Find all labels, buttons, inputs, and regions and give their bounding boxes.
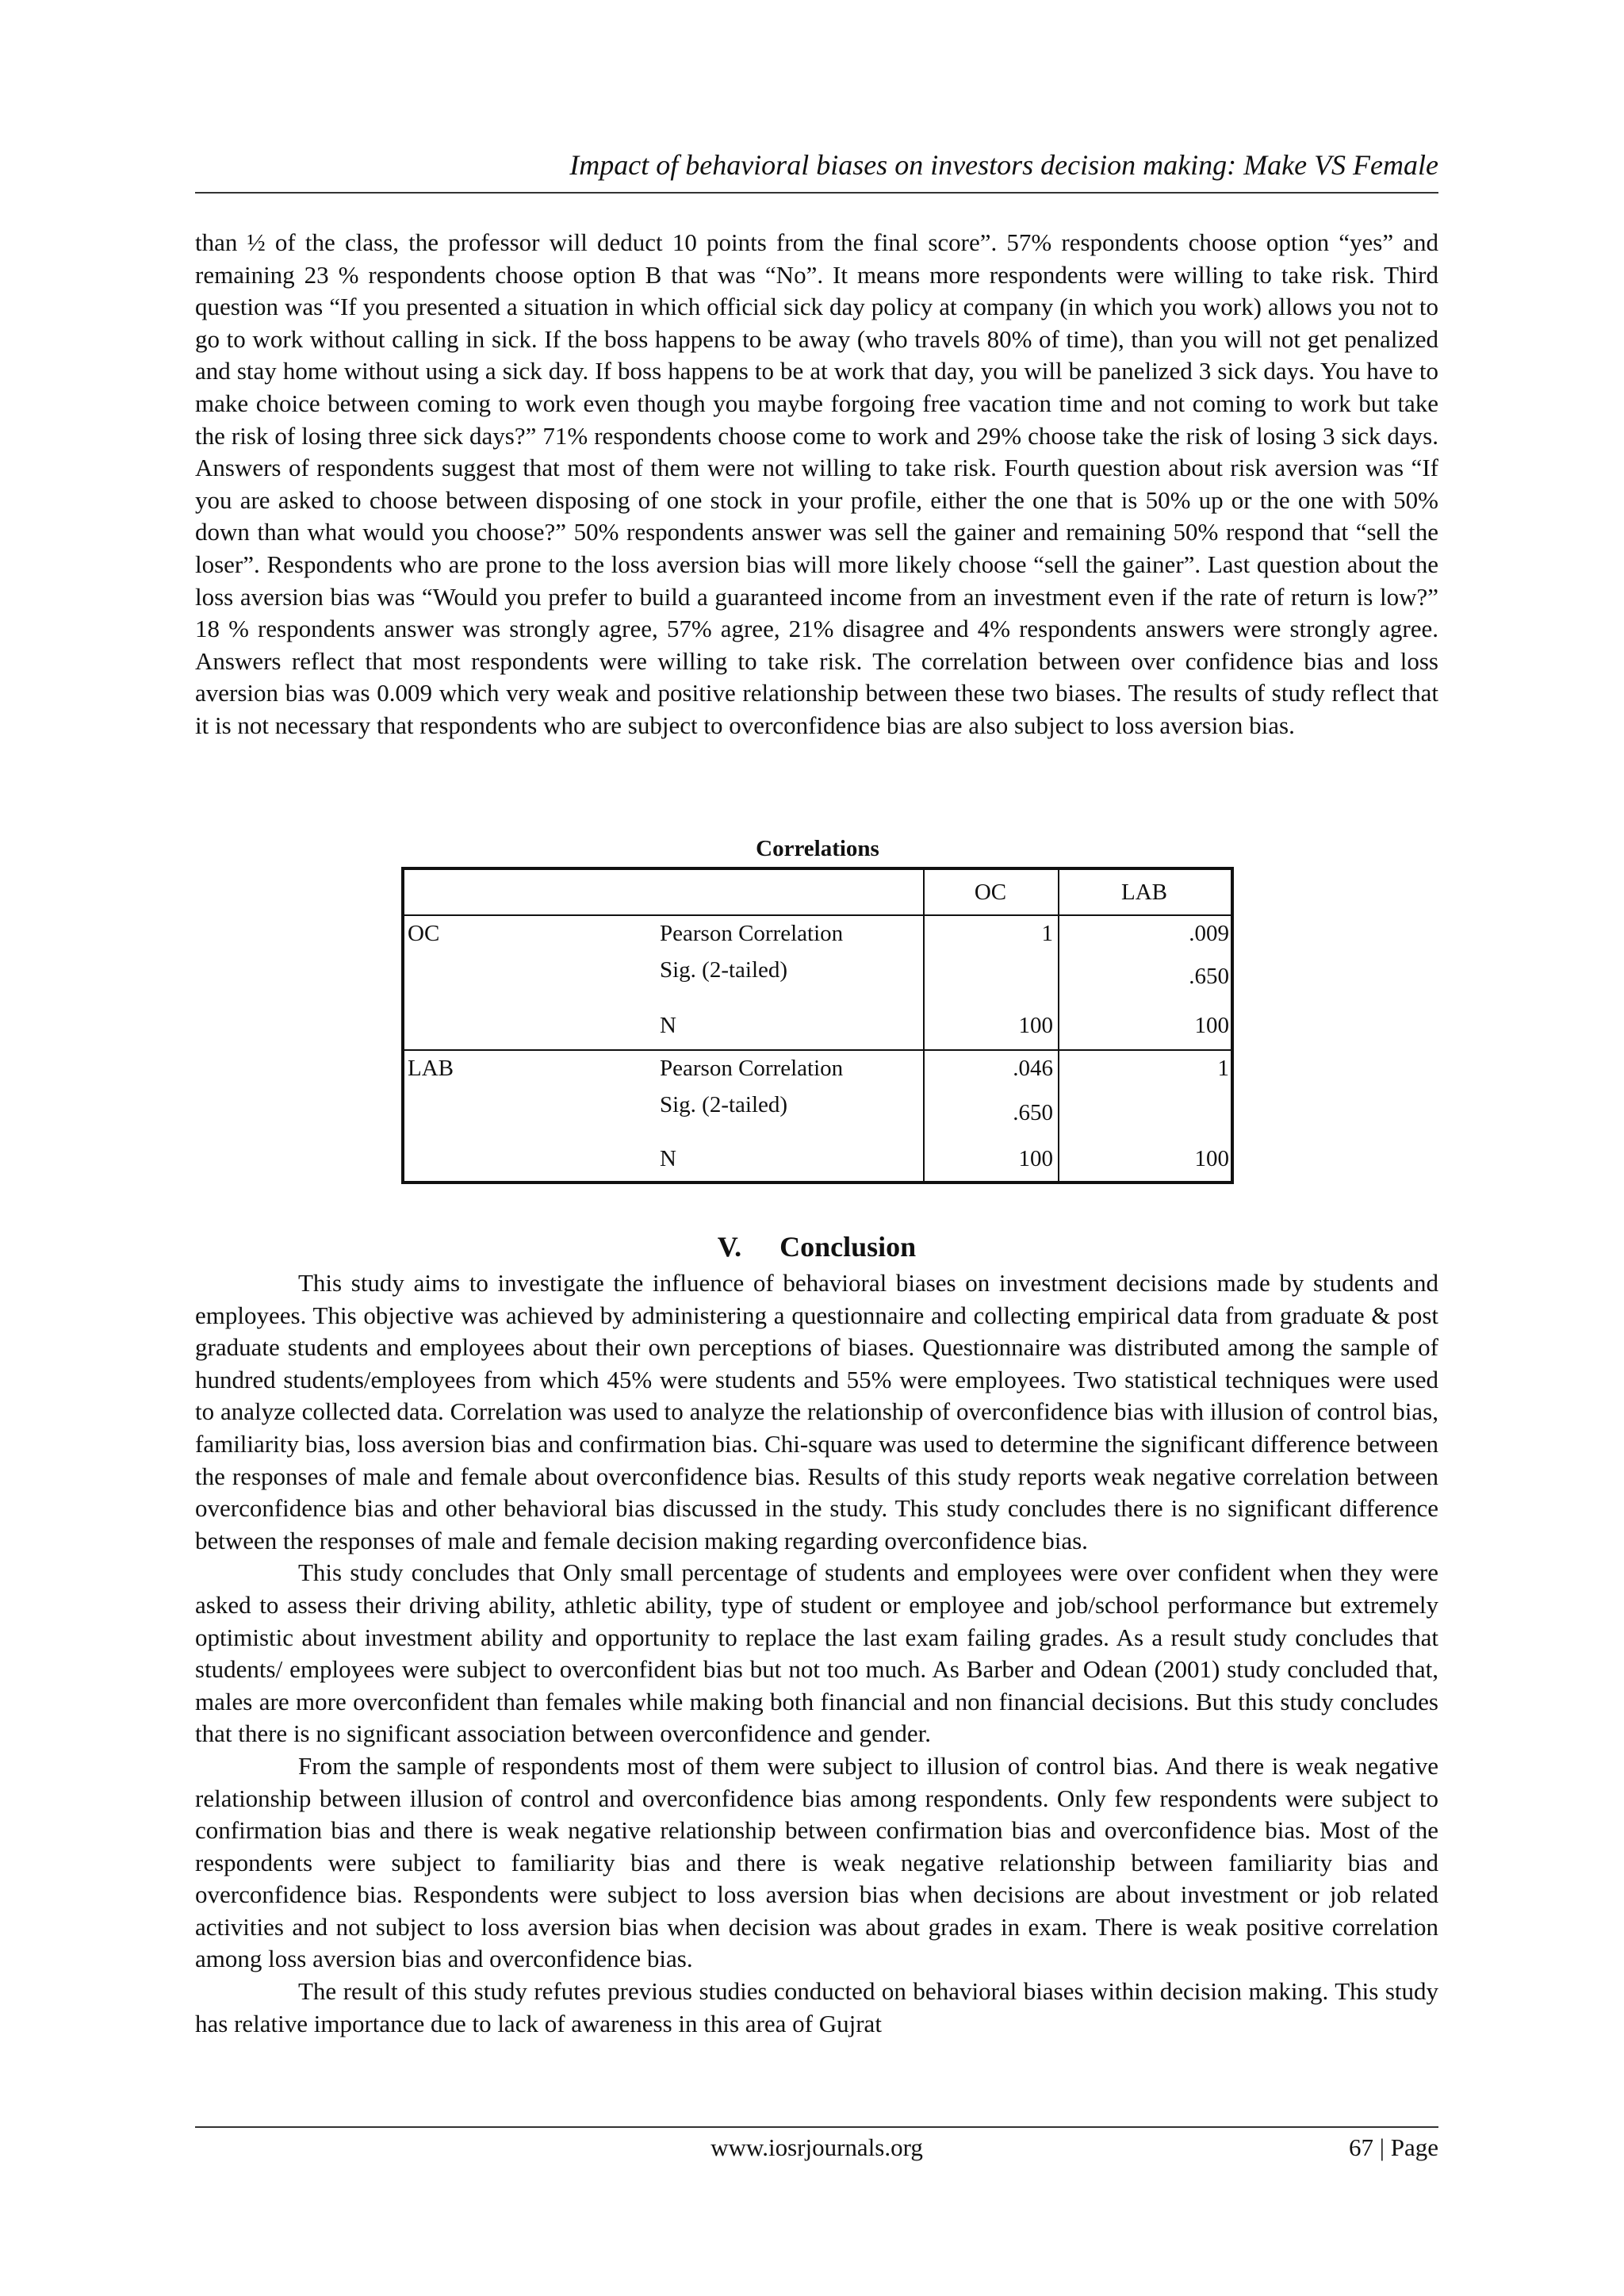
page-number: 67 | Page xyxy=(1349,2133,1438,2161)
pearson-label: Pearson Correlation xyxy=(660,921,844,946)
footer-rule xyxy=(195,2126,1438,2128)
footer-website: www.iosrjournals.org xyxy=(710,2133,923,2161)
correlations-table xyxy=(401,867,1234,1184)
body-paragraph xyxy=(195,227,1438,742)
col-header-lab: LAB xyxy=(1121,880,1167,905)
paragraph-text: From the sample of respondents most of them were subject to illusion of control bias. And there is weak negative relationship between illusion of control and overconfidence bias among respondents. Only few respondents were subject to confirmation bias and there is weak negative relationship between confirmation bias and overconfidence bias. Most of the respondents were subject to familiarity bias and there is weak negative relationship between familiarity bias and overconfidence bias. Respondents were subject to loss aversion bias when decisions are about investment or job related activities and not subject to loss aversion bias when decision was about grades in exam. There is weak positive correlation among loss aversion bias and overconfidence bias. xyxy=(195,1751,1438,1973)
sig-label: Sig. (2-tailed) xyxy=(660,957,788,983)
paragraph-text: The result of this study refutes previous studies conducted on behavioral biases within decision making. This study has relative importance due to lack of awareness in this area of Gujrat xyxy=(195,1977,1438,2037)
table-cell: 100 xyxy=(1194,1146,1229,1171)
sig-label: Sig. (2-tailed) xyxy=(660,1092,788,1117)
table-title: Correlations xyxy=(756,836,879,861)
table-cell: .650 xyxy=(1013,1100,1053,1125)
table-divider xyxy=(404,1049,1231,1051)
n-label: N xyxy=(660,1146,676,1171)
running-header: Impact of behavioral biases on investors decision making: Make VS Female xyxy=(569,149,1438,181)
section-heading xyxy=(195,1229,1438,1264)
row-variable-lab: LAB xyxy=(408,1056,454,1081)
table-cell: 100 xyxy=(1194,1013,1229,1038)
table-cell: .046 xyxy=(1013,1056,1053,1081)
section-title: Conclusion xyxy=(779,1231,917,1263)
table-cell: .009 xyxy=(1189,921,1229,946)
table-cell: 1 xyxy=(1041,921,1053,946)
table-cell: 100 xyxy=(1018,1013,1053,1038)
table-divider xyxy=(404,914,1231,916)
table-cell: 100 xyxy=(1018,1146,1053,1171)
paragraph-text: than ½ of the class, the professor will deduct 10 points from the final score”. 57% respondents choose option “yes” and remaining 23 % respondents choose option B that was “No”. It means more respondents were willing to take risk. Third question was “If you presented a situation in which official sick day policy at company (in which you work) allows you not to go to work without calling in sick. If the boss happens to be away (who travels 80% of time), than you will not get penalized and stay home without using a sick day. If boss happens to be at work that day, you will be panelized 3 sick days. You have to make choice between coming to work even though you maybe forgoing free vacation time and not coming to work but take the risk of losing three sick days?” 71% respondents choose come to work and 29% choose take the risk of losing 3 sick days. Answers of respondents suggest that most of them were not willing to take risk. Fourth question about risk aversion was “If you are asked to choose between disposing of one stock in your profile, either the one that is 50% up or the one with 50% down than what would you choose?” 50% respondents answer was sell the gainer and remaining 50% respond that “sell the loser”. Respondents who are prone to the loss aversion bias will more likely choose “sell the gainer”. Last question about the loss aversion bias was “Would you prefer to build a guaranteed income from an investment even if the rate of return is low?” 18 % respondents answer was strongly agree, 57% agree, 21% disagree and 4% respondents answers were strongly agree. Answers reflect that most respondents were willing to take risk. The correlation between over confidence bias and loss aversion bias was 0.009 which very weak and positive relationship between these two biases. The results of study reflect that it is not necessary that respondents who are subject to overconfidence bias are also subject to loss aversion bias. xyxy=(195,228,1438,739)
n-label: N xyxy=(660,1013,676,1038)
paragraph-text: This study aims to investigate the influence of behavioral biases on investment decisions made by students and employees. This objective was achieved by administering a questionnaire and collecting empirical data from graduate & post graduate students and employees about their own perceptions of biases. Questionnaire was distributed among the sample of hundred students/employees from which 45% were students and 55% were employees. Two statistical techniques were used to analyze collected data. Correlation was used to analyze the relationship of overconfidence bias with illusion of control bias, familiarity bias, loss aversion bias and confirmation bias. Chi-square was used to determine the significant difference between the responses of male and female about overconfidence bias. Results of this study reports weak negative correlation between overconfidence bias and other behavioral bias discussed in the study. This study concludes there is no significant difference between the responses of male and female decision making regarding overconfidence bias. xyxy=(195,1269,1438,1554)
row-variable-oc: OC xyxy=(408,921,440,946)
conclusion-body xyxy=(195,1267,1438,2040)
table-cell: .650 xyxy=(1189,964,1229,989)
col-header-oc: OC xyxy=(974,880,1007,905)
section-number: V. xyxy=(717,1231,742,1263)
paragraph-text: This study concludes that Only small percentage of students and employees were over confident when they were asked to assess their driving ability, athletic ability, type of student or employee and job/school performance but extremely optimistic about investment ability and opportunity to replace the last exam failing grades. As a result study concludes that students/ employees were subject to overconfident bias but not too much. As Barber and Odean (2001) study concluded that, males are more overconfident than females while making both financial and non financial decisions. But this study concludes that there is no significant association between overconfidence and gender. xyxy=(195,1558,1438,1748)
table-cell: 1 xyxy=(1217,1056,1229,1081)
pearson-label: Pearson Correlation xyxy=(660,1056,844,1081)
header-rule xyxy=(195,192,1438,194)
